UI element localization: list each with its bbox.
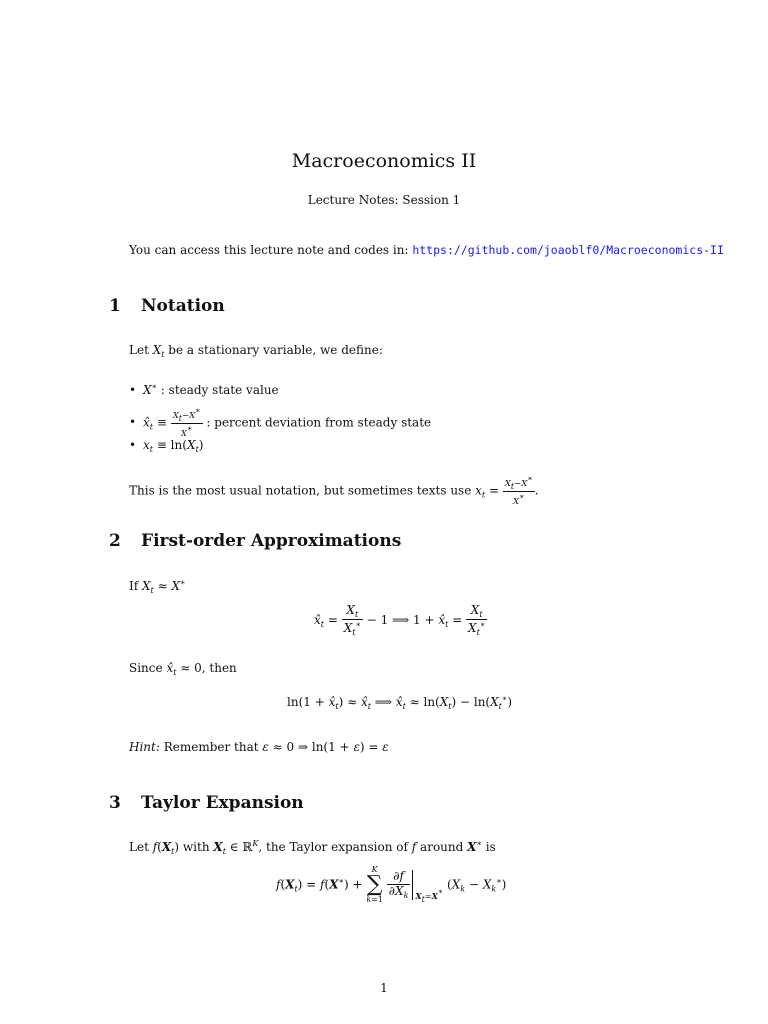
access-line (129, 243, 724, 257)
equation-deviation: $x̂_t$ = $\frac{X_t}{X_t^∗}$ − 1 ⟹ $1 + x̂_t$ = $\frac{X_t}{X_t^∗}$ (314, 603, 486, 638)
page-number: 1 (380, 981, 388, 995)
section-1-heading (109, 296, 225, 316)
document-title: Macroeconomics II (291, 150, 477, 172)
equation-taylor: $f(X_t) = f(X^∗) + K$ ∑ k=1 $\frac{\partial f}{\partial X_k}$ $_{X_t=X^∗}$ $(X_k - X_k^∗)$ (276, 865, 507, 904)
section-number: 3 (109, 793, 121, 813)
since-line: Since $x̂_t \approx 0$, then (129, 661, 237, 677)
repo-link[interactable]: https://github.com/joaoblf0/Macroeconomics-II (412, 243, 724, 257)
section-title: Notation (141, 296, 225, 316)
taylor-intro: Let $f(X_t)$ with $X_t$ ∈ ℝ$^K$, the Taylor expansion of f around X∗ is (129, 839, 496, 856)
hint-line: Hint: Remember that ε ≈ 0 ⇒ ln(1 + ε) = ε (129, 740, 389, 754)
equation-log-approx: $\ln(1 + x̂_t)$ ≈ $x̂_t$ ⟹ $x̂_t \approx \ln(X_t) - \ln(X_t^∗)$ (287, 694, 513, 711)
section-title: First-order Approximations (141, 531, 402, 551)
access-text: You can access this lecture note and codes in: (129, 243, 409, 257)
section-2-heading (109, 531, 401, 551)
section-title: Taylor Expansion (141, 793, 304, 813)
section-number: 1 (109, 296, 121, 316)
list-item: • $x̂_t$ ≡ $\frac{X_t-X^∗}{X^∗}$ : percent deviation from steady state (129, 406, 432, 440)
hint-label: Hint: (129, 740, 160, 754)
section-number: 2 (109, 531, 121, 551)
approx-condition: If $X_t \approx X^∗$ (129, 578, 186, 595)
notation-intro: Let $X_t$ be a stationary variable, we define: (129, 343, 383, 359)
list-item: • X∗ : steady state value (129, 382, 279, 397)
document-subtitle: Lecture Notes: Session 1 (307, 193, 461, 207)
usual-notation: This is the most usual notation, but sometimes texts use $x_t$ = $\frac{X_t-X^∗}{X^∗}$ . (129, 474, 539, 508)
list-item: • $x_t \equiv \ln(X_t)$ (129, 438, 204, 454)
section-3-heading (109, 793, 304, 813)
